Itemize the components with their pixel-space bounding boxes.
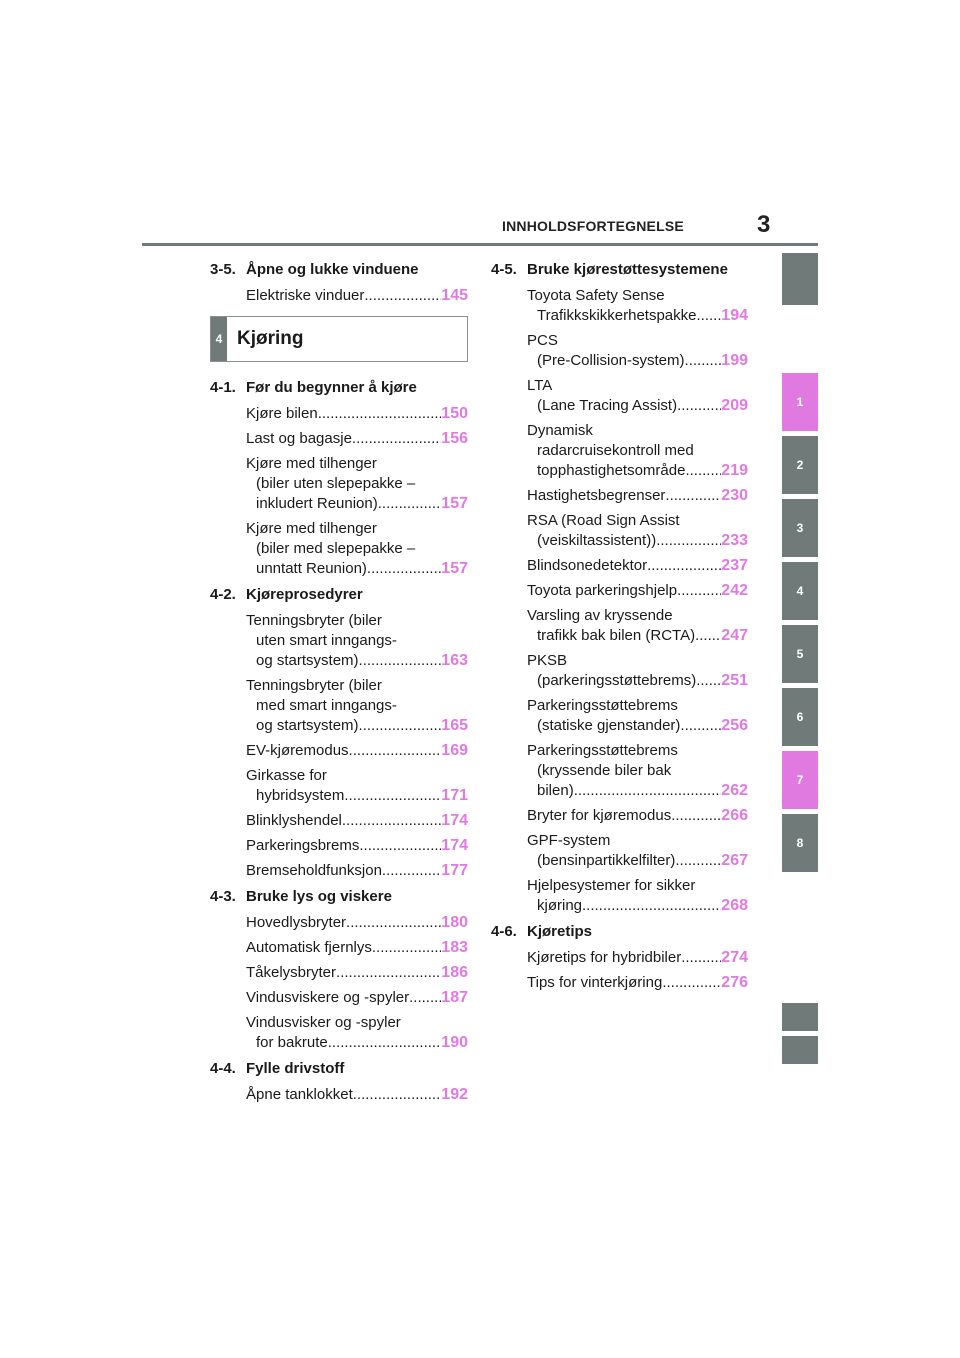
dot-leader <box>662 973 721 993</box>
section-number: 4-3. <box>210 888 236 905</box>
toc-entry-line: LTA <box>527 377 553 394</box>
dot-leader <box>328 1033 442 1053</box>
toc-entry-text: Kjøre bilen <box>246 405 318 422</box>
section-heading <box>210 378 468 398</box>
toc-entry-text: bilen) <box>537 782 574 799</box>
page-link[interactable]: 262 <box>721 782 748 799</box>
toc-entry[interactable] <box>246 766 468 806</box>
toc-entry-last-line <box>527 306 748 326</box>
toc-entry[interactable] <box>246 988 468 1008</box>
section-heading <box>210 260 468 280</box>
page-link[interactable]: 157 <box>441 495 468 512</box>
toc-entry-last-line <box>246 404 468 424</box>
toc-entry-last-line <box>246 494 468 514</box>
page-link[interactable]: 157 <box>441 560 468 577</box>
dot-leader <box>665 486 721 506</box>
toc-entry-text: Tåkelysbryter <box>246 964 337 981</box>
toc-entry[interactable] <box>246 963 468 983</box>
toc-entry-last-line <box>527 581 748 601</box>
toc-entry-last-line <box>527 626 748 646</box>
header-title: INNHOLDSFORTEGNELSE <box>502 218 684 234</box>
page-link[interactable]: 219 <box>721 462 748 479</box>
toc-entry[interactable] <box>246 1085 468 1105</box>
chapter-tab-4[interactable]: 4 <box>782 562 818 620</box>
toc-entry-text: Åpne tanklokket <box>246 1086 353 1103</box>
section-title: Bruke kjørestøttesystemene <box>527 261 728 278</box>
chapter-tab-5[interactable]: 5 <box>782 625 818 683</box>
toc-entry[interactable] <box>246 861 468 881</box>
section-title: Kjøretips <box>527 923 593 940</box>
toc-entry-text: Blindsonedetektor <box>527 557 648 574</box>
toc-entry-last-line <box>527 716 748 736</box>
toc-entry-line: Tenningsbryter (biler <box>246 612 382 629</box>
toc-entry[interactable] <box>246 1013 468 1053</box>
dot-leader <box>680 716 721 736</box>
toc-entry[interactable] <box>527 331 748 371</box>
toc-entry-text: Vindusviskere og -spyler <box>246 989 410 1006</box>
toc-entry-line: PCS <box>527 332 558 349</box>
chapter-tab-blank[interactable] <box>782 1036 818 1064</box>
toc-entry-text: Toyota parkeringshjelp <box>527 582 678 599</box>
dot-leader <box>353 1085 442 1105</box>
toc-entry-last-line <box>527 486 748 506</box>
dot-leader <box>364 286 441 306</box>
toc-entry[interactable] <box>527 876 748 916</box>
dot-leader <box>697 306 722 326</box>
toc-entry-text: inkludert Reunion) <box>256 495 378 512</box>
toc-entry-last-line <box>246 741 468 761</box>
toc-entry[interactable] <box>527 421 748 481</box>
page-link[interactable]: 171 <box>441 787 468 804</box>
dot-leader <box>582 896 721 916</box>
page-link[interactable]: 190 <box>441 1034 468 1051</box>
toc-entry-last-line <box>527 396 748 416</box>
dot-leader <box>656 531 721 551</box>
page-number: 3 <box>757 211 771 238</box>
section-title: Åpne og lukke vinduene <box>246 261 419 278</box>
dot-leader <box>409 988 441 1008</box>
toc-entry-line: RSA (Road Sign Assist <box>527 512 680 529</box>
toc-entry-text: (Lane Tracing Assist) <box>537 397 678 414</box>
section-number: 4-4. <box>210 1060 236 1077</box>
chapter-tab-8[interactable]: 8 <box>782 814 818 872</box>
toc-entry[interactable] <box>527 831 748 871</box>
page-link[interactable]: 199 <box>721 352 748 369</box>
chapter-tab-7[interactable]: 7 <box>782 751 818 809</box>
dot-leader <box>382 861 441 881</box>
page-link[interactable]: 209 <box>721 397 748 414</box>
toc-entry-text: topphastighetsområde <box>537 462 686 479</box>
page-link[interactable]: 237 <box>721 557 748 574</box>
toc-entry-line: med smart inngangs- <box>256 697 397 714</box>
chapter-tab-blank[interactable] <box>782 1003 818 1031</box>
toc-entry-last-line <box>527 973 748 993</box>
dot-leader <box>352 429 441 449</box>
toc-entry-line: (biler med slepepakke – <box>256 540 416 557</box>
toc-entry-text: Hastighetsbegrenser <box>527 487 666 504</box>
toc-entry-last-line <box>527 851 748 871</box>
toc-entry[interactable] <box>246 676 468 736</box>
toc-entry-last-line <box>246 963 468 983</box>
section-heading <box>491 922 748 942</box>
toc-entry-line: GPF-system <box>527 832 611 849</box>
page-link[interactable]: 177 <box>441 862 468 879</box>
dot-leader <box>318 404 442 424</box>
dot-leader <box>346 913 441 933</box>
toc-entry-last-line <box>246 938 468 958</box>
toc-entry[interactable] <box>527 376 748 416</box>
page-link[interactable]: 192 <box>441 1086 468 1103</box>
toc-entry-last-line <box>246 651 468 671</box>
section-heading <box>210 585 468 605</box>
page-link[interactable]: 180 <box>441 914 468 931</box>
toc-entry[interactable] <box>527 606 748 646</box>
toc-entry-line: Parkeringsstøttebrems <box>527 697 678 714</box>
toc-entry-line: uten smart inngangs- <box>256 632 397 649</box>
toc-entry-line: (biler uten slepepakke – <box>256 475 416 492</box>
page-link[interactable]: 174 <box>441 837 468 854</box>
toc-entry[interactable] <box>246 519 468 579</box>
dot-leader <box>685 351 722 371</box>
dot-leader <box>367 559 441 579</box>
page-link[interactable]: 268 <box>721 897 748 914</box>
toc-entry-text: trafikk bak bilen (RCTA) <box>537 627 696 644</box>
toc-entry[interactable] <box>246 811 468 831</box>
toc-entry[interactable] <box>527 286 748 326</box>
dot-leader <box>344 786 441 806</box>
toc-entry-text: (bensinpartikkelfilter) <box>537 852 676 869</box>
header-rule <box>142 243 818 246</box>
section-title: Bruke lys og viskere <box>246 888 392 905</box>
toc-entry[interactable] <box>246 836 468 856</box>
toc-entry-line: Dynamisk <box>527 422 593 439</box>
toc-entry-text: (Pre-Collision-system) <box>537 352 685 369</box>
chapter-heading-box <box>210 316 468 362</box>
toc-entry-line: Parkeringsstøttebrems <box>527 742 678 759</box>
section-heading <box>210 1059 468 1079</box>
toc-entry-text: Hovedlysbryter <box>246 914 347 931</box>
page-link[interactable]: 174 <box>441 812 468 829</box>
dot-leader <box>359 651 442 671</box>
dot-leader <box>336 963 441 983</box>
dot-leader <box>359 836 441 856</box>
toc-entry-line: Hjelpesystemer for sikker <box>527 877 696 894</box>
chapter-title: Kjøring <box>237 328 304 349</box>
page-link[interactable]: 163 <box>441 652 468 669</box>
toc-entry-text: (veiskiltassistent)) <box>537 532 657 549</box>
toc-entry-text: Blinklyshendel <box>246 812 342 829</box>
dot-leader <box>342 811 441 831</box>
toc-entry-line: Vindusvisker og -spyler <box>246 1014 401 1031</box>
toc-entry-last-line <box>527 948 748 968</box>
section-number: 4-2. <box>210 586 236 603</box>
toc-entry-text: Bryter for kjøremodus <box>527 807 672 824</box>
page-link[interactable]: 145 <box>441 287 468 304</box>
toc-entry-line: Toyota Safety Sense <box>527 287 665 304</box>
toc-entry-last-line <box>246 811 468 831</box>
toc-entry-last-line <box>527 671 748 691</box>
page-link[interactable]: 194 <box>721 307 748 324</box>
toc-entry-last-line <box>246 836 468 856</box>
page-link[interactable]: 150 <box>441 405 468 422</box>
dot-leader <box>349 741 442 761</box>
toc-entry[interactable] <box>527 581 748 601</box>
dot-leader <box>372 938 441 958</box>
section-heading <box>210 887 468 907</box>
chapter-tab-3[interactable]: 3 <box>782 499 818 557</box>
toc-entry[interactable] <box>246 404 468 424</box>
toc-entry-last-line <box>246 861 468 881</box>
page-link[interactable]: 233 <box>721 532 748 549</box>
dot-leader <box>378 494 442 514</box>
toc-entry-text: Elektriske vinduer <box>246 287 365 304</box>
dot-leader <box>574 781 722 801</box>
toc-entry[interactable] <box>527 511 748 551</box>
toc-entry-line: Kjøre med tilhenger <box>246 455 377 472</box>
toc-entry-line: Tenningsbryter (biler <box>246 677 382 694</box>
section-title: Kjøreprosedyrer <box>246 586 363 603</box>
toc-entry-text: og startsystem) <box>256 717 359 734</box>
toc-entry-text: Last og bagasje <box>246 430 352 447</box>
toc-entry-text: hybridsystem <box>256 787 345 804</box>
section-title: Før du begynner å kjøre <box>246 379 417 396</box>
page-link[interactable]: 186 <box>441 964 468 981</box>
dot-leader <box>671 806 721 826</box>
page-link[interactable]: 183 <box>441 939 468 956</box>
toc-entry-line: Kjøre med tilhenger <box>246 520 377 537</box>
toc-entry-text: Bremseholdfunksjon <box>246 862 382 879</box>
toc-entry-text: (statiske gjenstander) <box>537 717 681 734</box>
toc-entry-last-line <box>246 559 468 579</box>
dot-leader <box>675 851 721 871</box>
toc-entry-last-line <box>246 913 468 933</box>
toc-entry[interactable] <box>246 938 468 958</box>
chapter-tab-6[interactable]: 6 <box>782 688 818 746</box>
toc-entry[interactable] <box>246 454 468 514</box>
toc-entry[interactable] <box>527 806 748 826</box>
toc-entry[interactable] <box>527 556 748 576</box>
toc-entry-last-line <box>527 556 748 576</box>
page-link[interactable]: 247 <box>721 627 748 644</box>
toc-entry-last-line <box>246 1085 468 1105</box>
toc-entry-last-line <box>527 806 748 826</box>
toc-entry[interactable] <box>527 651 748 691</box>
toc-entry-last-line <box>527 896 748 916</box>
toc-entry-line: Varsling av kryssende <box>527 607 673 624</box>
toc-entry-last-line <box>246 716 468 736</box>
toc-entry[interactable] <box>527 948 748 968</box>
page-link[interactable]: 230 <box>721 487 748 504</box>
toc-column-right <box>491 254 748 998</box>
section-number: 4-6. <box>491 923 517 940</box>
page-link[interactable]: 169 <box>441 742 468 759</box>
page-link[interactable]: 242 <box>721 582 748 599</box>
toc-entry-text: (parkeringsstøttebrems) <box>537 672 697 689</box>
toc-entry-last-line <box>246 286 468 306</box>
toc-column-left <box>210 254 468 1110</box>
page-link[interactable]: 156 <box>441 430 468 447</box>
toc-entry-text: unntatt Reunion) <box>256 560 367 577</box>
dot-leader <box>696 671 721 691</box>
page-link[interactable]: 187 <box>441 989 468 1006</box>
toc-entry-last-line <box>527 351 748 371</box>
dot-leader <box>695 626 721 646</box>
toc-entry-last-line <box>246 1033 468 1053</box>
page-link[interactable]: 266 <box>721 807 748 824</box>
dot-leader <box>685 461 721 481</box>
toc-entry-last-line <box>246 988 468 1008</box>
section-title: Fylle drivstoff <box>246 1060 345 1077</box>
toc-entry[interactable] <box>246 429 468 449</box>
toc-entry[interactable] <box>527 486 748 506</box>
toc-entry-text: Parkeringsbrems <box>246 837 360 854</box>
toc-entry[interactable] <box>527 696 748 736</box>
section-number: 4-1. <box>210 379 236 396</box>
dot-leader <box>677 581 721 601</box>
chapter-number: 4 <box>211 317 227 361</box>
toc-entry-text: Tips for vinterkjøring <box>527 974 663 991</box>
toc-entry-line: (kryssende biler bak <box>537 762 672 779</box>
dot-leader <box>359 716 442 736</box>
page-link[interactable]: 256 <box>721 717 748 734</box>
toc-entry-text: og startsystem) <box>256 652 359 669</box>
toc-entry-text: Automatisk fjernlys <box>246 939 372 956</box>
dot-leader <box>681 948 721 968</box>
chapter-tab-blank[interactable] <box>782 253 818 305</box>
toc-entry[interactable] <box>246 913 468 933</box>
toc-entry-text: for bakrute <box>256 1034 328 1051</box>
chapter-tab-2[interactable]: 2 <box>782 436 818 494</box>
toc-entry-last-line <box>527 461 748 481</box>
dot-leader <box>677 396 721 416</box>
section-number: 3-5. <box>210 261 236 278</box>
toc-entry-last-line <box>246 786 468 806</box>
toc-entry-text: Kjøretips for hybridbiler <box>527 949 682 966</box>
chapter-tab-1[interactable]: 1 <box>782 373 818 431</box>
toc-entry-line: Girkasse for <box>246 767 327 784</box>
toc-entry[interactable] <box>246 741 468 761</box>
page-link[interactable]: 267 <box>721 852 748 869</box>
toc-entry[interactable] <box>527 741 748 801</box>
dot-leader <box>647 556 721 576</box>
toc-entry-line: radarcruisekontroll med <box>537 442 694 459</box>
toc-entry-text: kjøring <box>537 897 583 914</box>
toc-entry-text: EV-kjøremodus <box>246 742 349 759</box>
page-link[interactable]: 165 <box>441 717 468 734</box>
toc-entry[interactable] <box>527 973 748 993</box>
toc-entry-line: PKSB <box>527 652 568 669</box>
toc-entry-last-line <box>527 531 748 551</box>
toc-entry-last-line <box>246 429 468 449</box>
page-link[interactable]: 251 <box>721 672 748 689</box>
toc-entry[interactable] <box>246 611 468 671</box>
toc-entry-last-line <box>527 781 748 801</box>
page-link[interactable]: 274 <box>721 949 748 966</box>
section-number: 4-5. <box>491 261 517 278</box>
toc-entry-text: Trafikkskikkerhetspakke <box>537 307 697 324</box>
page-link[interactable]: 276 <box>721 974 748 991</box>
section-heading <box>491 260 748 280</box>
toc-entry[interactable] <box>246 286 468 306</box>
